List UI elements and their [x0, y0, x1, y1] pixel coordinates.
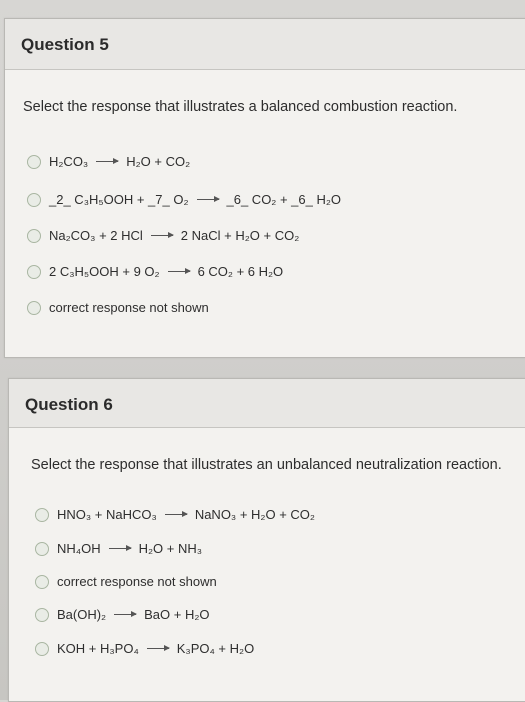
q5-option-1-reactants: H₂CO₃: [49, 154, 89, 169]
q6-option-4-products: BaO + H₂O: [144, 607, 210, 622]
question-6-prompt: Select the response that illustrates an unbalanced neutralization reaction.: [31, 457, 502, 473]
q5-option-4-products: 6 CO₂ + 6 H₂O: [197, 264, 284, 279]
reaction-arrow-icon: [96, 161, 118, 162]
q6-option-1-products: NaNO₃ + H₂O + CO₂: [194, 507, 315, 522]
question-5-prompt: Select the response that illustrates a balanced combustion reaction.: [23, 99, 458, 115]
q5-option-5-text: correct response not shown: [49, 300, 209, 315]
q5-option-2[interactable]: [27, 192, 341, 207]
reaction-arrow-icon: [147, 648, 169, 649]
reaction-arrow-icon: [168, 271, 190, 272]
reaction-arrow-icon: [197, 199, 219, 200]
q6-option-2-products: H₂O + NH₃: [138, 541, 203, 556]
q6-option-4-reactants: Ba(OH)₂: [57, 607, 107, 622]
q6-option-2-radio[interactable]: [35, 542, 49, 556]
q6-option-1-radio[interactable]: [35, 508, 49, 522]
q6-option-5[interactable]: [35, 641, 254, 656]
question-6-header: [9, 379, 525, 428]
reaction-arrow-icon: [165, 514, 187, 515]
q5-option-3-products: 2 NaCl + H₂O + CO₂: [180, 228, 300, 243]
q6-option-4-radio[interactable]: [35, 608, 49, 622]
q5-option-3-reactants: Na₂CO₃ + 2 HCl: [49, 228, 143, 243]
q5-option-3-radio[interactable]: [27, 229, 41, 243]
q6-option-2-reactants: NH₄OH: [57, 541, 101, 556]
q5-option-2-products: _6_ CO₂ + _6_ H₂O: [226, 192, 342, 207]
reaction-arrow-icon: [114, 614, 136, 615]
question-5-title: Question 5: [21, 35, 109, 54]
question-6-title: Question 6: [25, 395, 113, 414]
q5-option-4-reactants: 2 C₃H₅OOH + 9 O₂: [49, 264, 160, 279]
q6-option-3-text: correct response not shown: [57, 574, 217, 589]
question-5-header: [5, 19, 525, 70]
q5-option-2-reactants: _2_ C₃H₅OOH + _7_ O₂: [49, 192, 189, 207]
q5-option-1-radio[interactable]: [27, 155, 41, 169]
reaction-arrow-icon: [109, 548, 131, 549]
q6-option-3[interactable]: [35, 574, 217, 589]
q6-option-4[interactable]: [35, 607, 209, 622]
question-6-card: [8, 378, 525, 702]
q5-option-5[interactable]: [27, 300, 209, 315]
q6-option-1-reactants: HNO₃ + NaHCO₃: [57, 507, 157, 522]
q5-option-5-radio[interactable]: [27, 301, 41, 315]
q5-option-4[interactable]: [27, 264, 283, 279]
q6-option-1[interactable]: [35, 507, 315, 522]
q6-option-5-reactants: KOH + H₃PO₄: [57, 641, 139, 656]
reaction-arrow-icon: [151, 235, 173, 236]
q6-option-2[interactable]: [35, 541, 202, 556]
q5-option-2-radio[interactable]: [27, 193, 41, 207]
q5-option-4-radio[interactable]: [27, 265, 41, 279]
q6-option-3-radio[interactable]: [35, 575, 49, 589]
q6-option-5-radio[interactable]: [35, 642, 49, 656]
q5-option-3[interactable]: [27, 228, 299, 243]
q5-option-1-products: H₂O + CO₂: [126, 154, 191, 169]
q6-option-5-products: K₃PO₄ + H₂O: [176, 641, 255, 656]
question-5-card: [4, 18, 525, 358]
q5-option-1[interactable]: [27, 154, 190, 169]
